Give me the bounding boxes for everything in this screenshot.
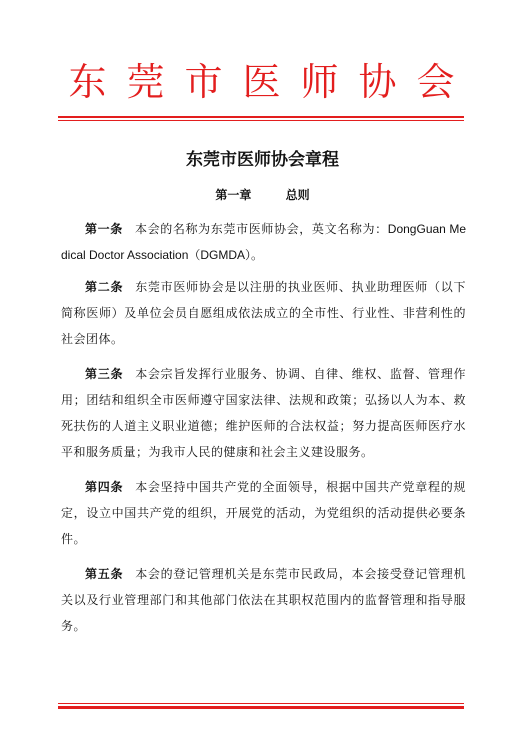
- letterhead-org-name: 东莞市医师协会: [68, 60, 475, 104]
- document-title: 东莞市医师协会章程: [186, 150, 339, 170]
- article-text: 本会宗旨发挥行业服务、协调、自律、维权、监督、管理作用；团结和组织全市医师遵守国家法律、法规和政策；弘扬以人为本、救死扶伤的人道主义职业道德；维护医师的合法权益；努力提高医师医疗水平和服务质量；为我市人民的健康和社会主义建设服务。: [61, 367, 466, 459]
- footer-rule-thick: [58, 706, 464, 709]
- document-body: [61, 216, 466, 648]
- letterhead-rule-thin: [58, 120, 464, 121]
- letterhead-rule-thick: [58, 116, 464, 118]
- chapter-heading: [0, 186, 525, 204]
- article-text: 本会的登记管理机关是东莞市民政局，本会接受登记管理机关以及行业管理部门和其他部门依法在其职权范围内的监督管理和指导服务。: [61, 567, 466, 633]
- article-text: 本会的名称为东莞市医师协会，英文名称为：: [134, 222, 388, 236]
- article-2: [61, 274, 466, 352]
- footer-rule-thin: [58, 703, 464, 704]
- article-3: [61, 361, 466, 465]
- article-5: [61, 561, 466, 639]
- article-text: 本会坚持中国共产党的全面领导，根据中国共产党章程的规定，设立中国共产党的组织，开展党的活动，为党组织的活动提供必要条件。: [61, 480, 466, 546]
- article-1: [61, 216, 466, 268]
- article-label: 第四条: [85, 480, 124, 494]
- article-4: [61, 474, 466, 552]
- article-label: 第五条: [85, 567, 124, 581]
- article-label: 第二条: [85, 280, 124, 294]
- article-label: 第一条: [85, 222, 123, 236]
- article-text-latin: DongGuan Medical Doctor Association（DGMDA）。: [61, 222, 466, 262]
- chapter-number: 第一章: [215, 188, 252, 202]
- article-label: 第三条: [85, 367, 124, 381]
- article-text: 东莞市医师协会是以注册的执业医师、执业助理医师（以下简称医师）及单位会员自愿组成依法成立的全市性、行业性、非营利性的社会团体。: [61, 280, 466, 346]
- chapter-name: 总则: [285, 188, 310, 202]
